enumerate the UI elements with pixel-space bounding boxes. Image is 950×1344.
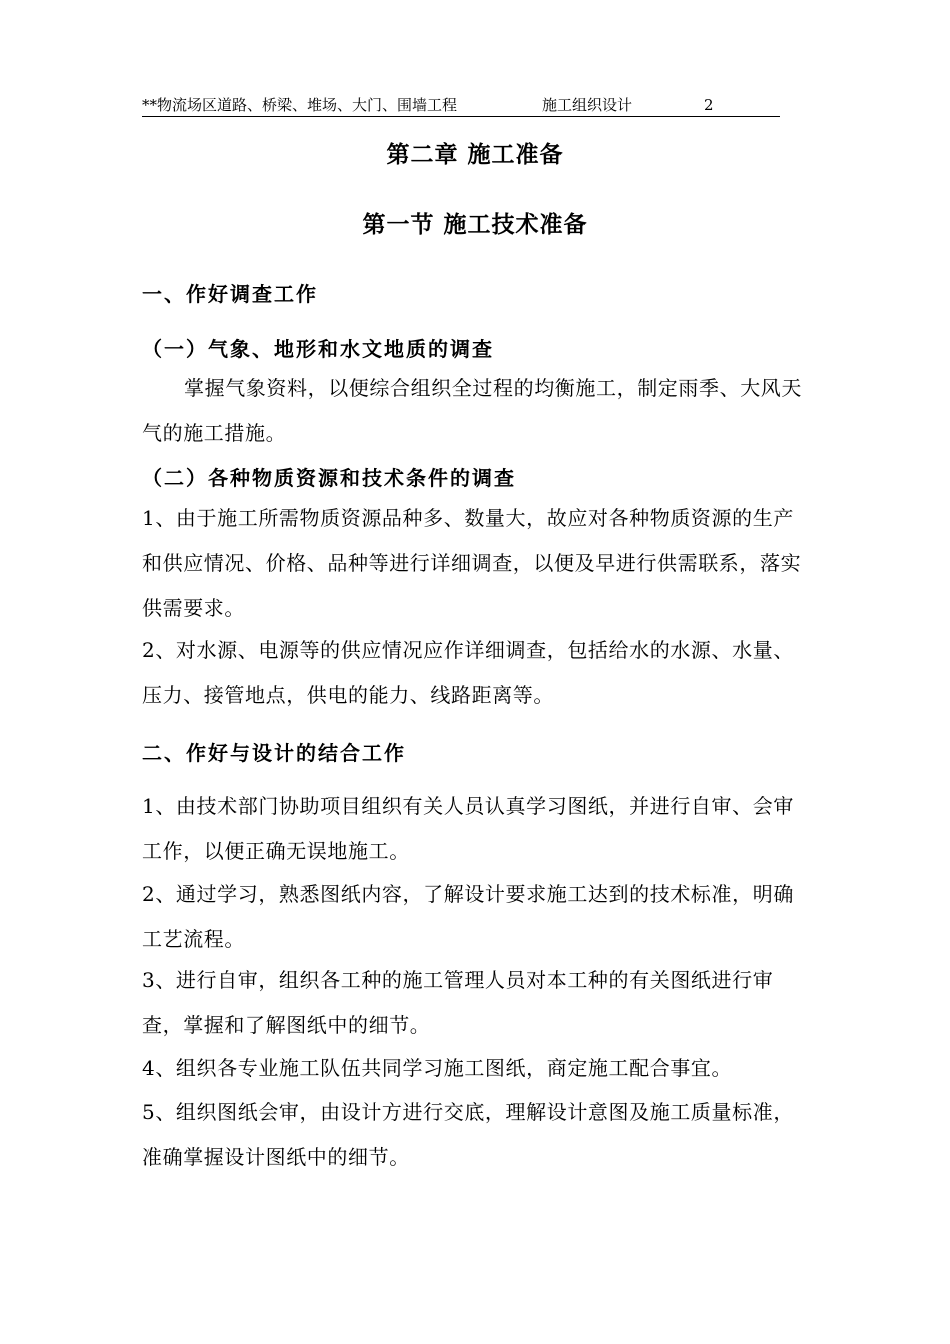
- section-title: 第一节 施工技术准备: [362, 212, 588, 238]
- header-project-name: **物流场区道路、桥梁、堆场、大门、围墙工程: [142, 96, 458, 114]
- part2-heading: 二、作好与设计的结合工作: [142, 741, 406, 765]
- part2-item-3: 3、进行自审，组织各工种的施工管理人员对本工种的有关图纸进行审查，掌握和了解图纸中的细节。: [142, 968, 774, 1037]
- page-header: [142, 94, 780, 117]
- part1-sub1-paragraph: 掌握气象资料，以便综合组织全过程的均衡施工，制定雨季、大风天气的施工措施。: [142, 376, 802, 445]
- chapter-title: 第二章 施工准备: [386, 142, 564, 168]
- part1-heading: 一、作好调查工作: [142, 282, 318, 306]
- part2-item-5: 5、组织图纸会审，由设计方进行交底，理解设计意图及施工质量标准，准确掌握设计图纸中的细节。: [142, 1100, 794, 1169]
- header-document-type: 施工组织设计: [542, 96, 633, 114]
- part1-sub2-item-2: 2、对水源、电源等的供应情况应作详细调查，包括给水的水源、水量、压力、接管地点，供电的能力、线路距离等。: [142, 638, 794, 707]
- part2-item-2: 2、通过学习，熟悉图纸内容，了解设计要求施工达到的技术标准，明确工艺流程。: [142, 882, 794, 951]
- part1-sub2-heading: （二）各种物质资源和技术条件的调查: [142, 466, 516, 490]
- part2-item-1: 1、由技术部门协助项目组织有关人员认真学习图纸，并进行自审、会审工作，以便正确无误地施工。: [142, 794, 794, 863]
- part2-item-4: 4、组织各专业施工队伍共同学习施工图纸，商定施工配合事宜。: [142, 1056, 733, 1080]
- header-page-number: 2: [704, 96, 714, 114]
- part1-sub1-heading: （一）气象、地形和水文地质的调查: [142, 337, 494, 361]
- part1-sub2-item-1: 1、由于施工所需物质资源品种多、数量大，故应对各种物质资源的生产和供应情况、价格、品种等进行详细调查，以便及早进行供需联系，落实供需要求。: [142, 506, 802, 620]
